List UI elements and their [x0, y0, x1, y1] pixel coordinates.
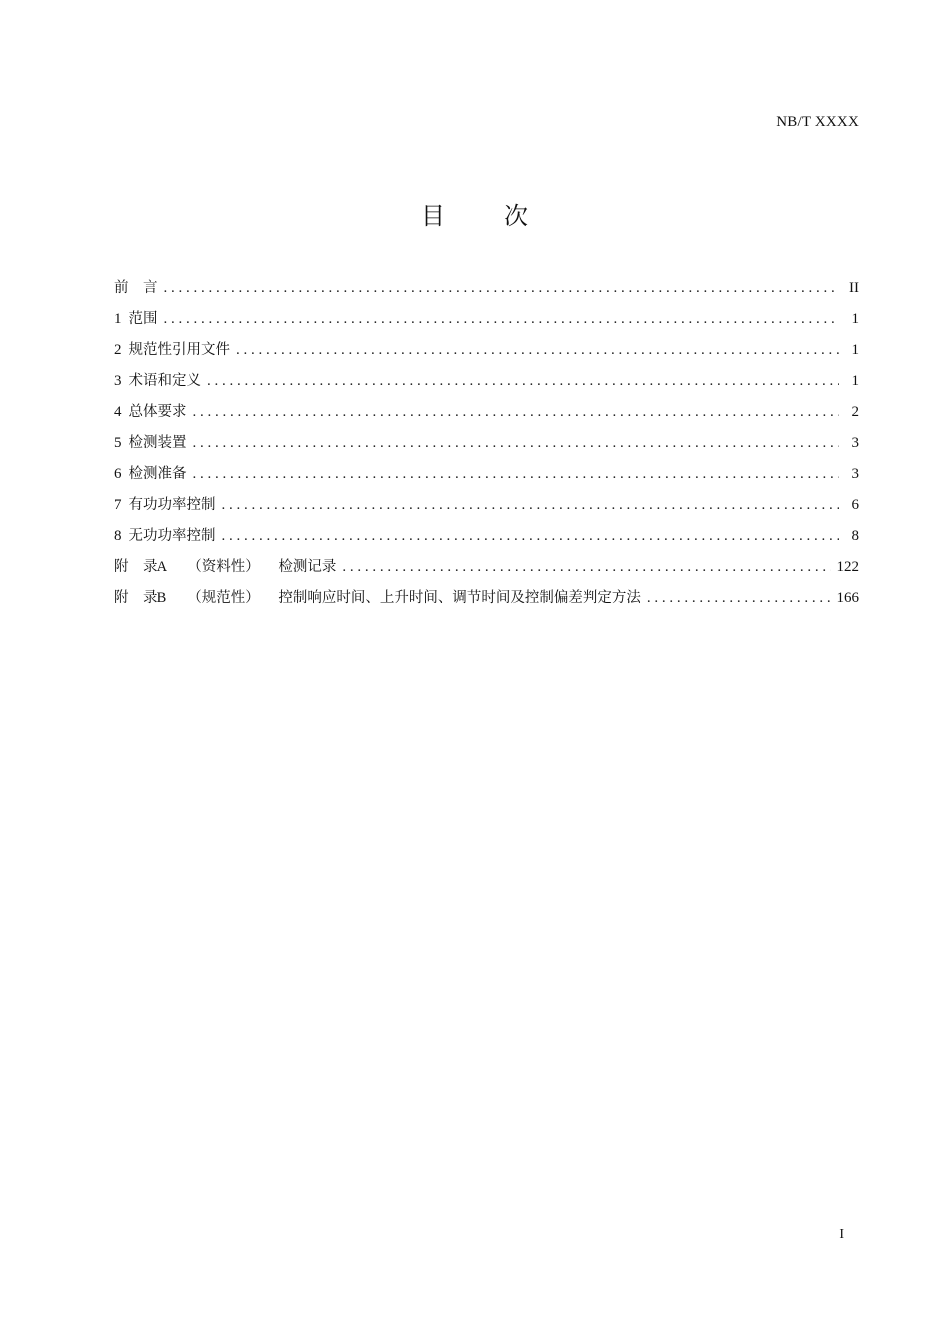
dot-leader: [164, 311, 840, 328]
annex-label: 检测记录: [278, 559, 337, 575]
annex-letter: A: [156, 559, 168, 575]
toc-entry-4[interactable]: [114, 400, 859, 431]
annex-kind: （规范性）: [187, 590, 260, 606]
toc-entry-label: 范围: [128, 311, 158, 327]
toc-entry-label: 无功功率控制: [128, 528, 216, 544]
toc-entry-page: 3: [851, 466, 859, 482]
toc-entry-page: 1: [851, 373, 859, 389]
toc-entry-page: 122: [836, 559, 859, 575]
page-title: [0, 196, 950, 231]
toc-entry-2[interactable]: [114, 338, 859, 369]
toc-entry-number: 4: [114, 404, 122, 420]
dot-leader: [193, 466, 840, 483]
annex-heading: [114, 555, 336, 576]
toc-entry-3[interactable]: [114, 369, 859, 400]
dot-leader: [222, 528, 840, 545]
toc-entry-number: 3: [114, 373, 122, 389]
toc-entry-page: 3: [851, 435, 859, 451]
toc-entry-label: 前 言: [114, 280, 158, 296]
toc-entry-page: II: [849, 280, 859, 296]
toc-entry-number: 5: [114, 435, 122, 451]
toc-entry-8[interactable]: [114, 524, 859, 555]
annex-heading: [114, 586, 641, 607]
dot-leader: [193, 404, 840, 421]
annex-label: 控制响应时间、上升时间、调节时间及控制偏差判定方法: [278, 590, 641, 606]
dot-leader: [236, 342, 839, 359]
dot-leader: [193, 435, 840, 452]
toc-entry-label: 有功功率控制: [128, 497, 216, 513]
dot-leader: [222, 497, 840, 514]
toc-entry-page: 6: [851, 497, 859, 513]
toc-entry-number: 2: [114, 342, 122, 358]
title-part-2: 次: [504, 202, 529, 230]
toc-entry-page: 2: [851, 404, 859, 420]
annex-prefix: 附 录: [114, 559, 158, 575]
toc-entry-number: 8: [114, 528, 122, 544]
toc-entry-label: 总体要求: [128, 404, 187, 420]
toc-entry-page: 1: [851, 342, 859, 358]
title-part-1: 目: [421, 202, 446, 230]
toc-entry-foreword[interactable]: [114, 276, 859, 307]
toc-entry-annex-b[interactable]: [114, 586, 859, 617]
dot-leader: [342, 559, 830, 576]
toc-entry-label: 检测准备: [128, 466, 187, 482]
document-code: NB/T XXXX: [776, 114, 859, 130]
dot-leader: [207, 373, 839, 390]
dot-leader: [647, 590, 831, 607]
toc-entry-5[interactable]: [114, 431, 859, 462]
toc-entry-7[interactable]: [114, 493, 859, 524]
page-number: I: [839, 1227, 844, 1242]
annex-letter: B: [156, 590, 167, 606]
toc-entry-number: 1: [114, 311, 122, 327]
toc-entry-number: 6: [114, 466, 122, 482]
toc-entry-label: 规范性引用文件: [128, 342, 230, 358]
toc-entry-label: 检测装置: [128, 435, 187, 451]
toc-entry-6[interactable]: [114, 462, 859, 493]
toc-entry-annex-a[interactable]: [114, 555, 859, 586]
dot-leader: [164, 280, 840, 297]
toc-entry-page: 8: [851, 528, 859, 544]
table-of-contents: [114, 276, 859, 617]
annex-prefix: 附 录: [114, 590, 158, 606]
toc-entry-1[interactable]: [114, 307, 859, 338]
toc-entry-page: 1: [851, 311, 859, 327]
toc-entry-number: 7: [114, 497, 122, 513]
toc-entry-label: 术语和定义: [128, 373, 201, 389]
annex-kind: （资料性）: [187, 559, 260, 575]
toc-entry-page: 166: [836, 590, 859, 606]
